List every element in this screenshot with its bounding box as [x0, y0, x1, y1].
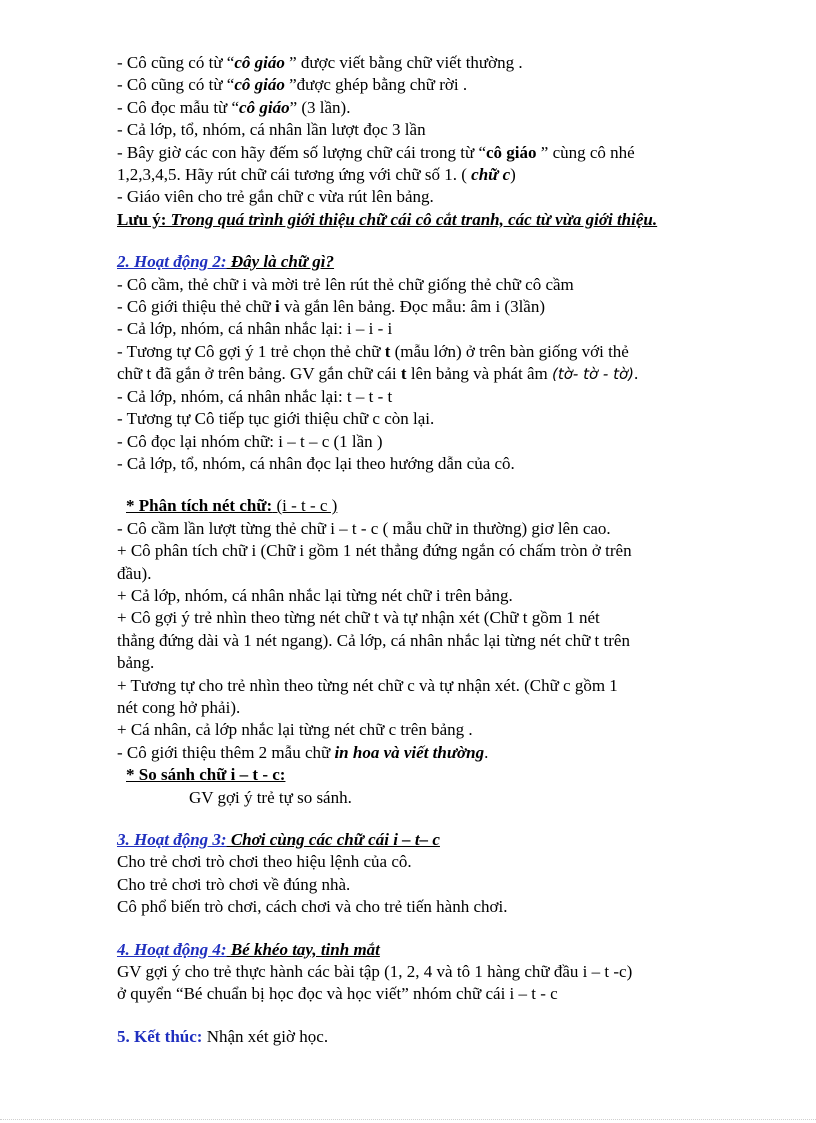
spacer	[117, 1006, 717, 1026]
activity-2-line-9: - Cả lớp, tổ, nhóm, cá nhân đọc lại theo hướng dẫn của cô.	[117, 453, 515, 473]
emphasis: chữ c	[471, 165, 511, 185]
text: (mẫu lớn) ở trên bàn giống với thẻ	[390, 341, 629, 361]
activity-2-line-1: - Cô cầm, thẻ chữ i và mời trẻ lên rút thẻ chữ giống thẻ chữ cô cầm	[117, 274, 574, 294]
spacer	[117, 809, 717, 829]
intro-line-2	[117, 74, 717, 96]
text: - Cô giới thiệu thẻ chữ	[117, 297, 275, 317]
compare-text: GV gợi ý trẻ tự so sánh.	[189, 787, 352, 807]
text: - Cô cũng có từ “	[117, 75, 235, 95]
pronunciation: (tờ- tờ - tờ)	[551, 365, 634, 384]
intro-line-5	[117, 142, 717, 164]
activity-2-heading	[117, 251, 717, 273]
analysis-heading	[117, 495, 717, 517]
text: - Bây giờ các con hãy đếm số lượng chữ cái trong từ “	[117, 142, 486, 162]
analysis-line-9: nét cong hở phải).	[117, 697, 241, 717]
text: lên bảng và phát âm	[406, 364, 552, 384]
text: ” được viết bằng chữ viết thường .	[284, 53, 523, 72]
compare-heading	[117, 764, 717, 786]
analysis-line-5: + Cô gợi ý trẻ nhìn theo từng nét chữ t và tự nhận xét (Chữ t gồm 1 nét	[117, 608, 600, 628]
text: và gắn lên bảng. Đọc mẫu: âm i (3lần)	[279, 297, 546, 317]
spacer	[117, 475, 717, 495]
document-page	[117, 52, 717, 1048]
activity-number: 3. Hoạt động 3:	[117, 830, 227, 849]
emphasis: t	[400, 364, 407, 384]
analysis-line-4: + Cả lớp, nhóm, cá nhân nhắc lại từng nét chữ i trên bảng.	[117, 585, 513, 605]
analysis-line-6: thẳng đứng dài và 1 nét ngang). Cả lớp, cá nhân nhắc lại từng nét chữ t trên	[117, 630, 630, 650]
spacer	[117, 231, 717, 251]
activity-2-line-2	[117, 296, 717, 318]
activity-title: Chơi cùng các chữ cái i – t– c	[226, 830, 440, 849]
analysis-line-1: - Cô cầm lần lượt từng thẻ chữ i – t - c ( mẫu chữ in thường) giơ lên cao.	[117, 518, 611, 538]
section-heading: * So sánh chữ i – t - c:	[126, 765, 286, 785]
emphasis: cô giáo	[486, 142, 537, 162]
text: ” cùng cô nhé	[536, 142, 635, 162]
analysis-line-2: + Cô phân tích chữ i (Chữ i gồm 1 nét thẳng đứng ngắn có chấm tròn ở trên	[117, 541, 632, 561]
ending-text: Nhận xét giờ học.	[202, 1026, 329, 1046]
analysis-line-7: bảng.	[117, 653, 155, 673]
text: chữ t đã gắn ở trên bảng. GV gắn chữ cái	[117, 364, 401, 384]
ending-line	[117, 1026, 717, 1048]
text: .	[484, 742, 489, 762]
note-paragraph	[117, 209, 687, 231]
analysis-line-8: + Tương tự cho trẻ nhìn theo từng nét chữ c và tự nhận xét. (Chữ c gồm 1	[117, 675, 618, 695]
activity-title: Đây là chữ gì?	[226, 252, 335, 272]
text: - Cô cũng có từ “	[117, 53, 235, 72]
activity-3-line-1: Cho trẻ chơi trò chơi theo hiệu lệnh của cô.	[117, 852, 412, 872]
note-label: Lưu ý:	[117, 209, 167, 229]
analysis-line-3: đầu).	[117, 563, 152, 583]
emphasis: i	[274, 297, 280, 317]
activity-2-line-5	[117, 363, 717, 385]
text: - Cô đọc mẫu từ “	[117, 97, 240, 117]
emphasis: cô giáo	[234, 53, 285, 72]
activity-number: 2. Hoạt động 2:	[117, 252, 227, 272]
note-text: Trong quá trình giới thiệu chữ cái cô cắt tranh, các từ vừa giới thiệu.	[166, 209, 658, 229]
text: - Cô giới thiệu thêm 2 mẫu chữ	[117, 742, 335, 762]
activity-3-heading	[117, 829, 717, 851]
activity-2-line-4	[117, 341, 717, 363]
section-heading: * Phân tích nét chữ:	[126, 496, 273, 516]
activity-2-line-6: - Cả lớp, nhóm, cá nhân nhắc lại: t – t - t	[117, 386, 393, 406]
text: - Tương tự Cô gợi ý 1 trẻ chọn thẻ chữ	[117, 341, 385, 361]
page-bottom-divider	[0, 1119, 816, 1120]
activity-title: Bé khéo tay, tinh mắt	[226, 939, 380, 959]
text: ” (3 lần).	[289, 97, 351, 117]
activity-4-line-2: ở quyển “Bé chuẩn bị học đọc và học viết” nhóm chữ cái i – t - c	[117, 984, 558, 1004]
text: .	[634, 364, 639, 384]
activity-2-line-7: - Tương tự Cô tiếp tục giới thiệu chữ c còn lại.	[117, 409, 435, 429]
activity-3-line-3: Cô phổ biến trò chơi, cách chơi và cho trẻ tiến hành chơi.	[117, 897, 508, 917]
intro-line-6	[117, 164, 717, 186]
section-heading-letters: (i - t - c )	[272, 496, 338, 516]
text: )	[510, 165, 516, 185]
activity-2-line-8: - Cô đọc lại nhóm chữ: i – t – c (1 lần )	[117, 431, 383, 451]
intro-line-7: - Giáo viên cho trẻ gắn chữ c vừa rút lên bảng.	[117, 187, 434, 207]
text: 1,2,3,4,5. Hãy rút chữ cái tương ứng với chữ số 1. (	[117, 165, 472, 185]
spacer	[117, 919, 717, 939]
intro-line-4: - Cả lớp, tổ, nhóm, cá nhân lần lượt đọc 3 lần	[117, 120, 426, 140]
activity-4-line-1: GV gợi ý cho trẻ thực hành các bài tập (1, 2, 4 và tô 1 hàng chữ đầu i – t -c)	[117, 962, 633, 982]
emphasis: cô giáo	[234, 75, 285, 95]
intro-line-1	[117, 52, 717, 74]
intro-line-3	[117, 97, 717, 119]
analysis-line-10: + Cá nhân, cả lớp nhắc lại từng nét chữ c trên bảng .	[117, 720, 473, 740]
emphasis: t	[384, 341, 391, 361]
activity-number: 4. Hoạt động 4:	[117, 939, 227, 959]
activity-3-line-2: Cho trẻ chơi trò chơi về đúng nhà.	[117, 874, 351, 894]
emphasis: cô giáo	[239, 97, 290, 117]
text: ”được ghép bằng chữ rời .	[284, 75, 468, 95]
activity-2-line-3: - Cả lớp, nhóm, cá nhân nhắc lại: i – i - i	[117, 319, 393, 339]
emphasis: in hoa và viết thường	[334, 742, 485, 762]
analysis-line-11	[117, 742, 717, 764]
ending-label: 5. Kết thúc:	[117, 1026, 203, 1046]
activity-4-heading	[117, 939, 717, 961]
